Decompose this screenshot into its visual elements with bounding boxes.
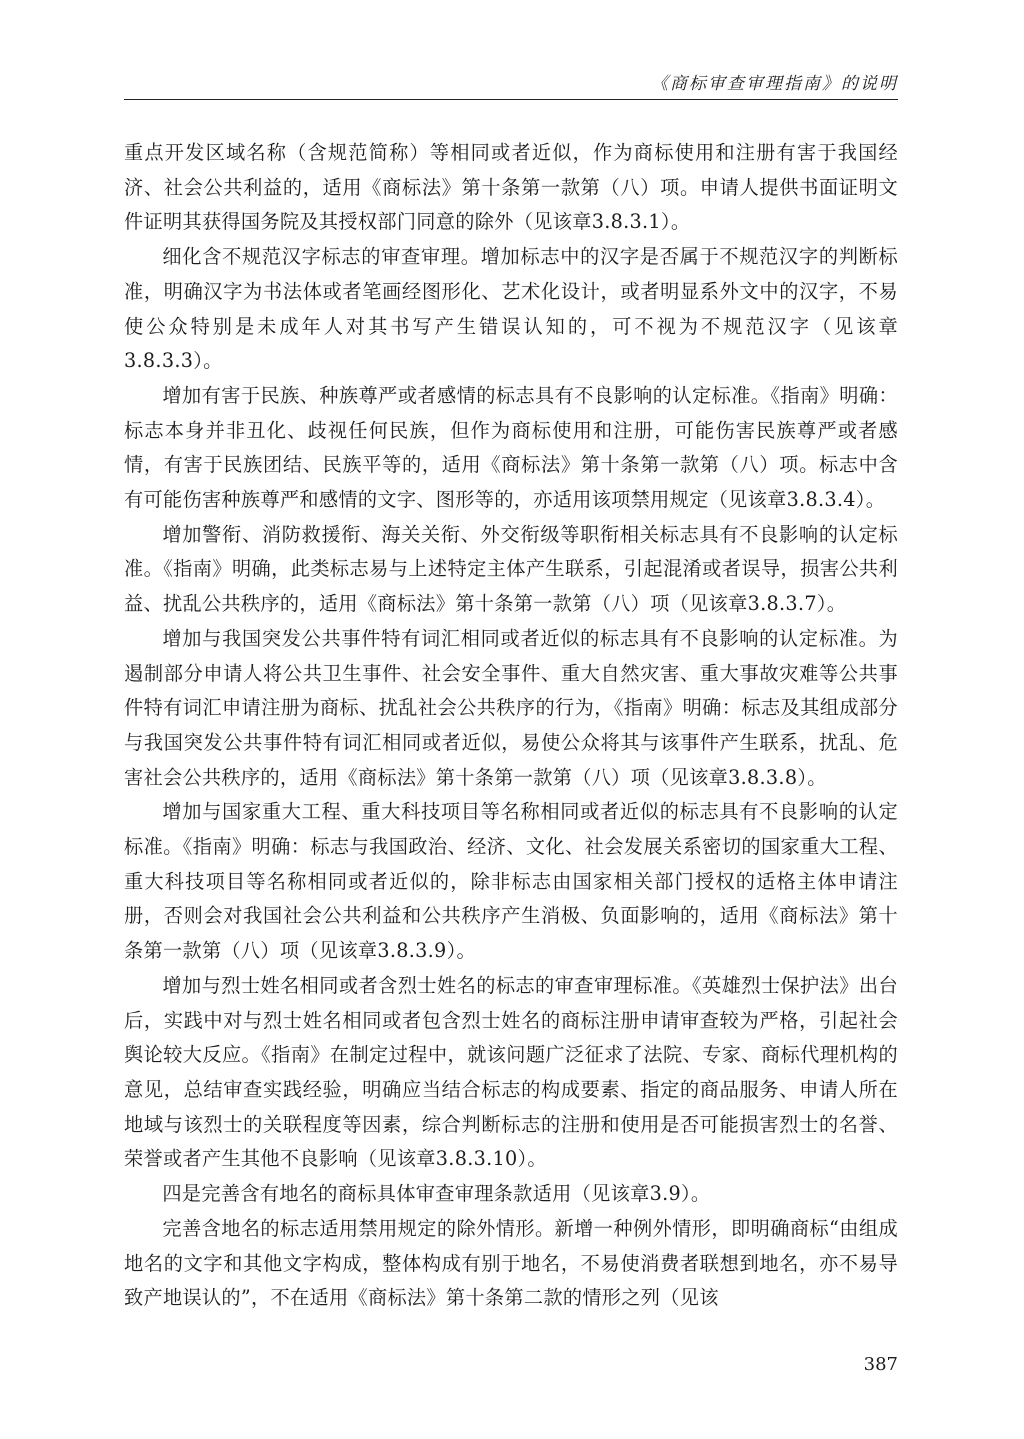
paragraph: 增加与烈士姓名相同或者含烈士姓名的标志的审查审理标准。《英雄烈士保护法》出台后，实践中对与烈士姓名相同或者包含烈士姓名的商标注册申请审查较为严格，引起社会舆论较大反应。《指南》在制定过程中，就该问题广泛征求了法院、专家、商标代理机构的意见，总结审查实践经验，明确应当结合标志的构成要素、指定的商品服务、申请人所在地域与该烈士的关联程度等因素，综合判断标志的注册和使用是否可能损害烈士的名誉、荣誉或者产生其他不良影响（见该章3.8.3.10）。 [124, 973, 898, 1171]
paragraph: 增加警衔、消防救援衔、海关关衔、外交衔级等职衔相关标志具有不良影响的认定标准。《指南》明确，此类标志易与上述特定主体产生联系，引起混淆或者误导，损害公共利益、扰乱公共秩序的，适用《商标法》第十条第一款第（八）项（见该章3.8.3.7）。 [124, 522, 898, 616]
paragraph: 细化含不规范汉字标志的审查审理。增加标志中的汉字是否属于不规范汉字的判断标准，明确汉字为书法体或者笔画经图形化、艺术化设计，或者明显系外文中的汉字，不易使公众特别是未成年人对其书写产生错误认知的，可不视为不规范汉字（见该章3.8.3.3）。 [124, 245, 898, 373]
page-body [124, 136, 898, 1316]
paragraph: 完善含地名的标志适用禁用规定的除外情形。新增一种例外情形，即明确商标“由组成地名的文字和其他文字构成，整体构成有别于地名，不易使消费者联想到地名，亦不易导致产地误认的”，不在适用《商标法》第十条第二款的情形之列（见该 [124, 1216, 898, 1310]
page-number: 387 [863, 1354, 898, 1375]
paragraph: 增加有害于民族、种族尊严或者感情的标志具有不良影响的认定标准。《指南》明确：标志本身并非丑化、歧视任何民族，但作为商标使用和注册，可能伤害民族尊严或者感情，有害于民族团结、民族平等的，适用《商标法》第十条第一款第（八）项。标志中含有可能伤害种族尊严和感情的文字、图形等的，亦适用该项禁用规定（见该章3.8.3.4）。 [124, 383, 898, 512]
paragraph: 重点开发区域名称（含规范简称）等相同或者近似，作为商标使用和注册有害于我国经济、社会公共利益的，适用《商标法》第十条第一款第（八）项。申请人提供书面证明文件证明其获得国务院及其授权部门同意的除外（见该章3.8.3.1）。 [124, 141, 898, 234]
paragraph: 增加与国家重大工程、重大科技项目等名称相同或者近似的标志具有不良影响的认定标准。《指南》明确：标志与我国政治、经济、文化、社会发展关系密切的国家重大工程、重大科技项目等名称相同或者近似的，除非标志由国家相关部门授权的适格主体申请注册，否则会对我国社会公共利益和公共秩序产生消极、负面影响的，适用《商标法》第十条第一款第（八）项（见该章3.8.3.9）。 [124, 800, 898, 963]
paragraph: 增加与我国突发公共事件特有词汇相同或者近似的标志具有不良影响的认定标准。为遏制部分申请人将公共卫生事件、社会安全事件、重大自然灾害、重大事故灾难等公共事件特有词汇申请注册为商标、扰乱社会公共秩序的行为，《指南》明确：标志及其组成部分与我国突发公共事件特有词汇相同或者近似，易使公众将其与该事件产生联系，扰乱、危害社会公共秩序的，适用《商标法》第十条第一款第（八）项（见该章3.8.3.8）。 [124, 626, 898, 789]
running-header [124, 63, 898, 100]
paragraph: 四是完善含有地名的商标具体审查审理条款适用（见该章3.9）。 [162, 1182, 711, 1206]
running-header-title: 《商标审查审理指南》的说明 [651, 74, 898, 94]
